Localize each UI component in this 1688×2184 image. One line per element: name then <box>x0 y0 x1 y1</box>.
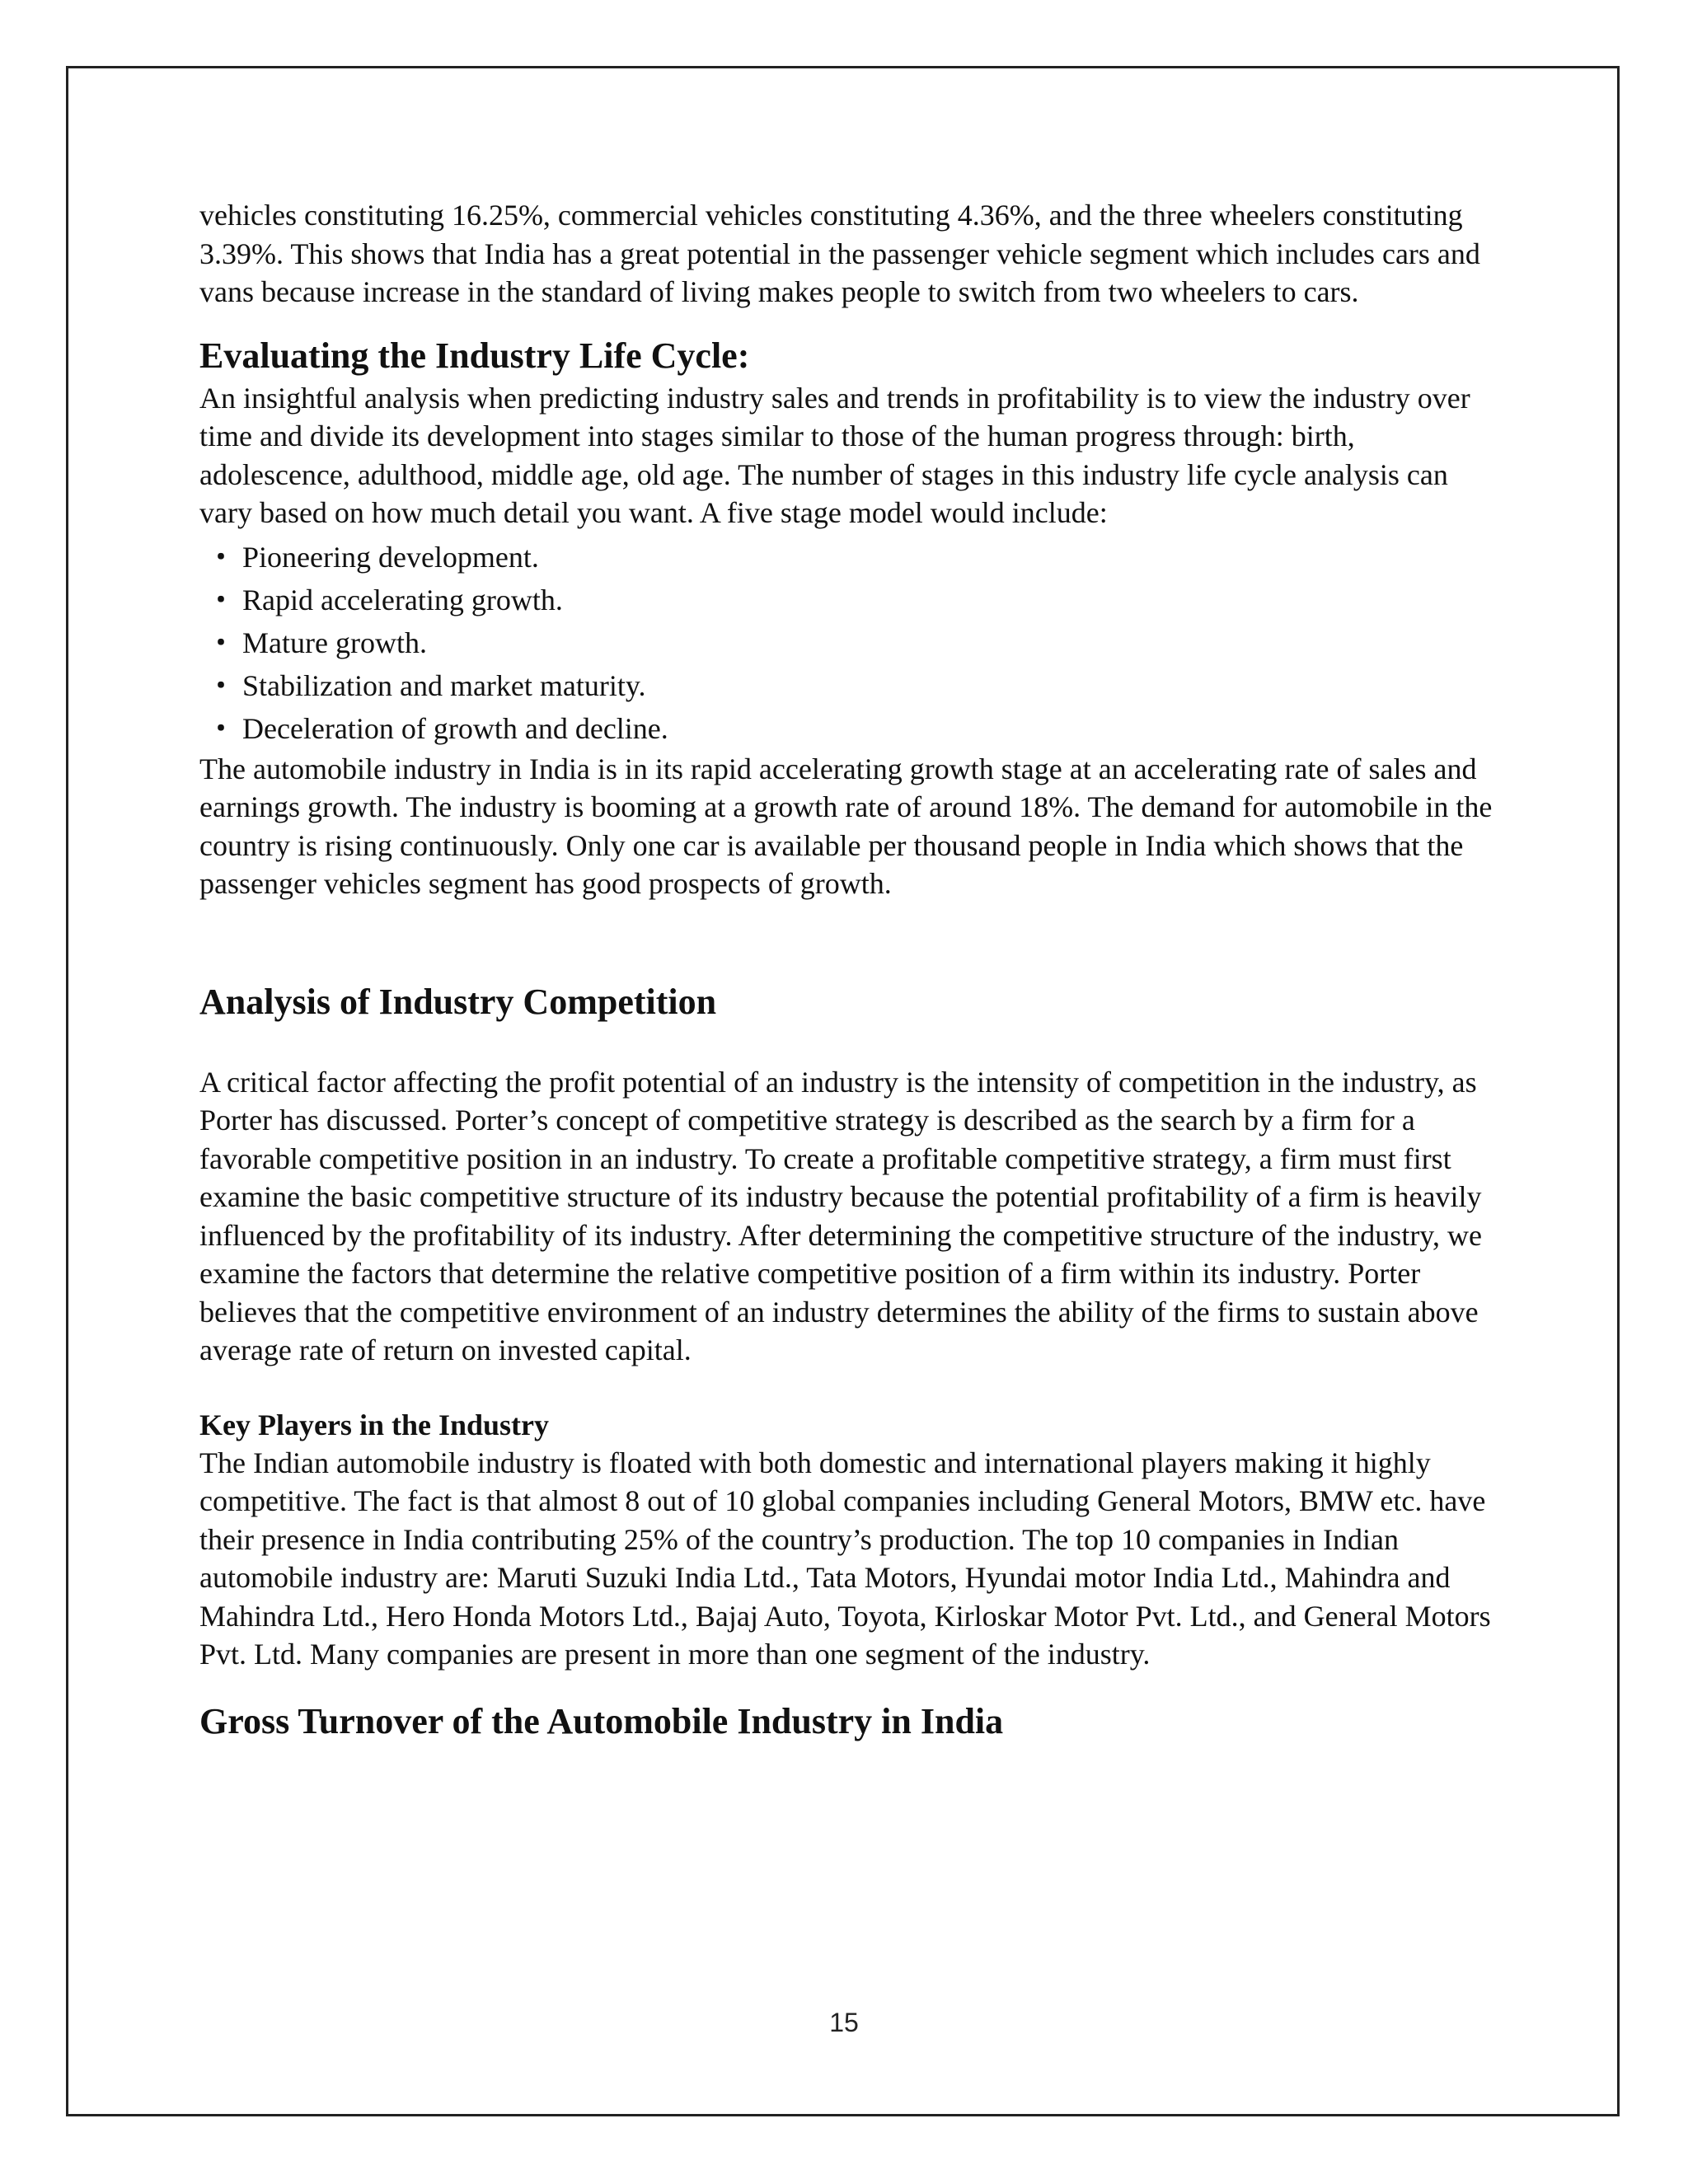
page-number: 15 <box>829 2008 859 2037</box>
bullet-icon: ・ <box>205 583 236 616</box>
stage-label: Mature growth. <box>242 626 427 659</box>
stage-label: Rapid accelerating growth. <box>242 583 563 616</box>
bullet-icon: ・ <box>205 540 236 574</box>
key-players-paragraph: The Indian automobile industry is floated with both domestic and international players making it highly competitive. The fact is that almost 8 out of 10 global companies including General Motors, BMW etc. have their presence in India contributing 25% of the country’s production. The top 10 companies in Indian automobile industry are: Maruti Suzuki India Ltd., Tata Motors, Hyundai motor India Ltd., Mahindra and Mahindra Ltd., Hero Honda Motors Ltd., Bajaj Auto, Toyota, Kirloskar Motor Pvt. Ltd., and General Motors Pvt. Ltd. Many companies are present in more than one segment of the industry. <box>199 1446 1491 1671</box>
competition-heading: Analysis of Industry Competition <box>199 981 717 1022</box>
bullet-icon: ・ <box>205 626 236 659</box>
list-item <box>199 664 1493 707</box>
bullet-icon: ・ <box>205 711 236 745</box>
list-item <box>199 621 1493 664</box>
stage-label: Pioneering development. <box>242 540 539 574</box>
list-item <box>199 579 1493 621</box>
life-cycle-paragraph: An insightful analysis when predicting industry sales and trends in profitability is to view the industry over time and divide its development into stages similar to those of the human progress through: birth, adolescence, adulthood, middle age, old age. The number of stages in this industry life cycle analysis can vary based on how much detail you want. A five stage model would include: <box>199 381 1470 529</box>
stages-list <box>199 536 1493 750</box>
list-item <box>199 536 1493 579</box>
stage-label: Deceleration of growth and decline. <box>242 711 668 745</box>
competition-paragraph: A critical factor affecting the profit potential of an industry is the intensity of competition in the industry, as Porter has discussed. Porter’s concept of competitive strategy is described as the search by a firm for a favorable competitive position in an industry. To create a profitable competitive strategy, a firm must first examine the basic competitive structure of its industry because the potential profitability of a firm is heavily influenced by the profitability of its industry. After determining the competitive structure of the industry, we examine the factors that determine the relative competitive position of a firm within its industry. Porter believes that the competitive environment of an industry determines the ability of the firms to sustain above average rate of return on invested capital. <box>199 1065 1482 1366</box>
list-item <box>199 707 1493 750</box>
key-players-heading: Key Players in the Industry <box>199 1408 550 1441</box>
bullet-icon: ・ <box>205 668 236 702</box>
turnover-heading: Gross Turnover of the Automobile Industry in India <box>199 1700 1004 1741</box>
life-cycle-conclusion: The automobile industry in India is in its rapid accelerating growth stage at an accelerating rate of sales and earnings growth. The industry is booming at a growth rate of around 18%. The demand for automobile in the country is rising continuously. Only one car is available per thousand people in India which shows that the passenger vehicles segment has good prospects of growth. <box>199 752 1493 900</box>
intro-paragraph: vehicles constituting 16.25%, commercial vehicles constituting 4.36%, and the three wheelers constituting 3.39%. This shows that India has a great potential in the passenger vehicle segment which includes cars and vans because increase in the standard of living makes people to switch from two wheelers to cars. <box>199 199 1480 308</box>
page-content <box>199 196 1493 1745</box>
life-cycle-heading: Evaluating the Industry Life Cycle: <box>199 335 750 376</box>
stage-label: Stabilization and market maturity. <box>242 668 646 702</box>
